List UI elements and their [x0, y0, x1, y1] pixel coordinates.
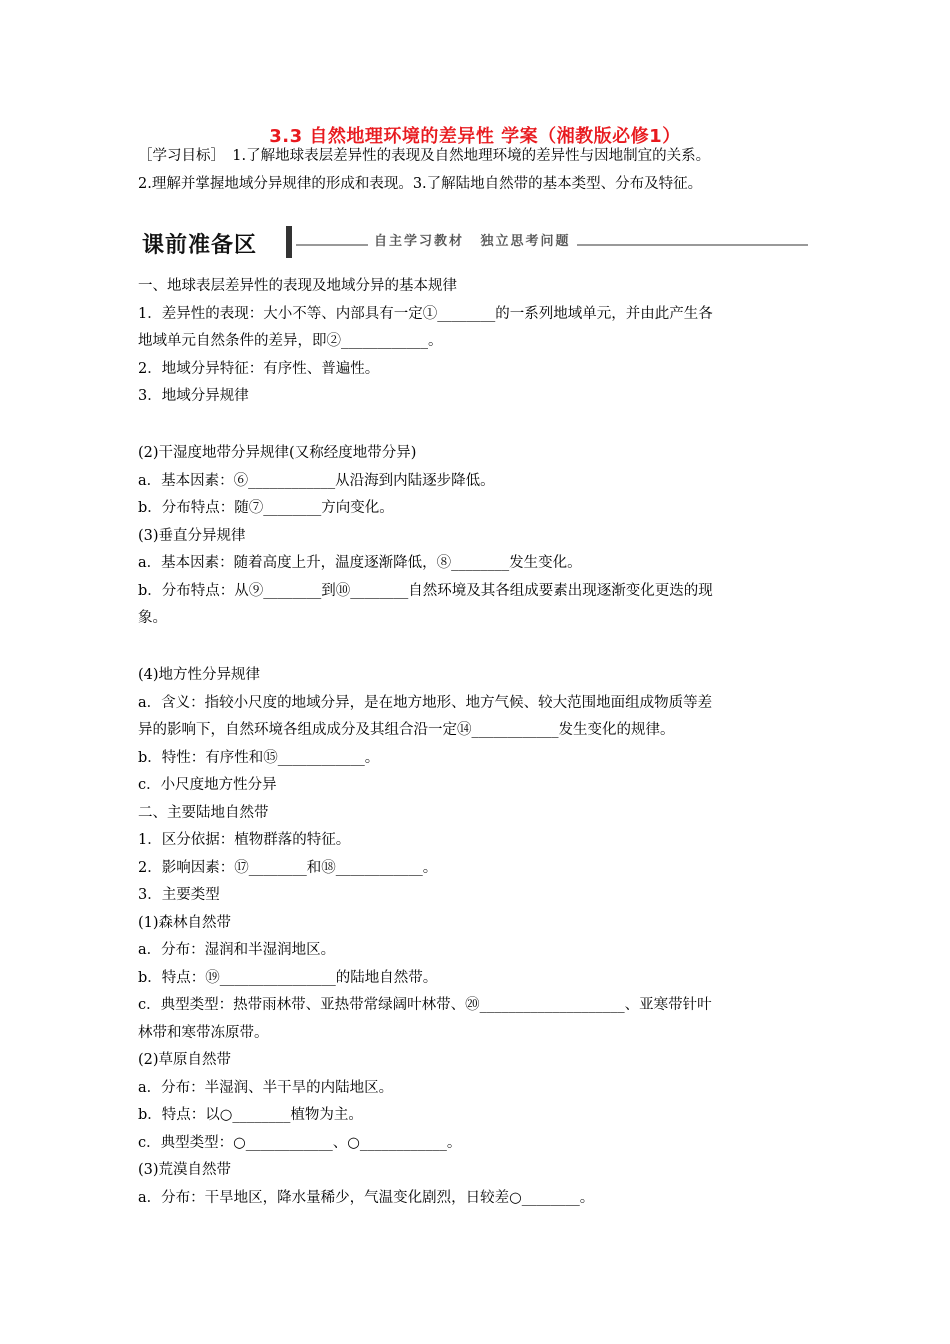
content-line: (2)干湿度地带分异规律(又称经度地带分异) [138, 445, 417, 461]
banner-title: 课前准备区 [142, 233, 258, 258]
content-line: 异的影响下，自然环境各组成成分及其组合沿一定⑭____________发生变化的规律。 [138, 722, 675, 738]
content-line: 一、地球表层差异性的表现及地域分异的基本规律 [138, 278, 457, 294]
content-line: a．分布：湿润和半湿润地区。 [138, 942, 336, 958]
content-line: (2)草原自然带 [138, 1052, 232, 1068]
objectives-line-1: ［学习目标］ 1.了解地球表层差异性的表现及自然地理环境的差异性与因地制宜的关系。 [138, 148, 711, 164]
objectives-line-2: 2.理解并掌握地域分异规律的形成和表现。3.了解陆地自然带的基本类型、分布及特征。 [138, 176, 703, 192]
content-line: a．含义：指较小尺度的地域分异，是在地方地形、地方气候、较大范围地面组成物质等差 [138, 695, 713, 711]
content-line: 象。 [138, 610, 167, 626]
content-line: 二、主要陆地自然带 [138, 805, 269, 821]
content-line: 地域单元自然条件的差异，即②____________。 [138, 333, 443, 349]
content-line: 3．地域分异规律 [138, 388, 249, 404]
content-line: a．基本因素：随着高度上升，温度逐渐降低，⑧________发生变化。 [138, 555, 582, 571]
banner-subtitle: 自主学习教材 独立思考问题 [368, 230, 577, 249]
content-line: (4)地方性分异规律 [138, 667, 261, 683]
content-line: 1．差异性的表现：大小不等、内部具有一定①________的一系列地域单元，并由此产生各 [138, 306, 713, 322]
content-line: 2．地域分异特征：有序性、普遍性。 [138, 361, 380, 377]
content-line: 3．主要类型 [138, 887, 220, 903]
content-line: 2．影响因素：⑰________和⑱____________。 [138, 860, 438, 876]
content-line: a．基本因素：⑥____________从沿海到内陆逐步降低。 [138, 473, 495, 489]
content-line: c．典型类型：热带雨林带、亚热带常绿阔叶林带、⑳____________________、亚寒带针叶 [138, 997, 712, 1013]
content-line: 1．区分依据：植物群落的特征。 [138, 832, 351, 848]
document-title: 3.3 自然地理环境的差异性 学案（湘教版必修1） [269, 126, 681, 147]
content-line: (3)荒漠自然带 [138, 1162, 232, 1178]
banner-divider [286, 226, 292, 258]
content-line: a．分布：干旱地区，降水量稀少，气温变化剧烈，日较差○________。 [138, 1190, 595, 1206]
content-line: b．特点：以○________植物为主。 [138, 1107, 363, 1123]
content-line: b．分布特点：从⑨________到⑩________自然环境及其各组成要素出现逐渐变化更迭的现 [138, 583, 713, 599]
content-line: (1)森林自然带 [138, 915, 232, 931]
content-line: b．特点：⑲________________的陆地自然带。 [138, 970, 438, 986]
content-line: (3)垂直分异规律 [138, 528, 246, 544]
content-line: c．典型类型：○____________、○____________。 [138, 1135, 462, 1151]
content-line: 林带和寒带冻原带。 [138, 1025, 269, 1041]
content-line: c．小尺度地方性分异 [138, 777, 277, 793]
section-banner [140, 226, 808, 260]
content-line: b．分布特点：随⑦________方向变化。 [138, 500, 394, 516]
content-line: a．分布：半湿润、半干旱的内陆地区。 [138, 1080, 394, 1096]
content-line: b．特性：有序性和⑮____________。 [138, 750, 380, 766]
